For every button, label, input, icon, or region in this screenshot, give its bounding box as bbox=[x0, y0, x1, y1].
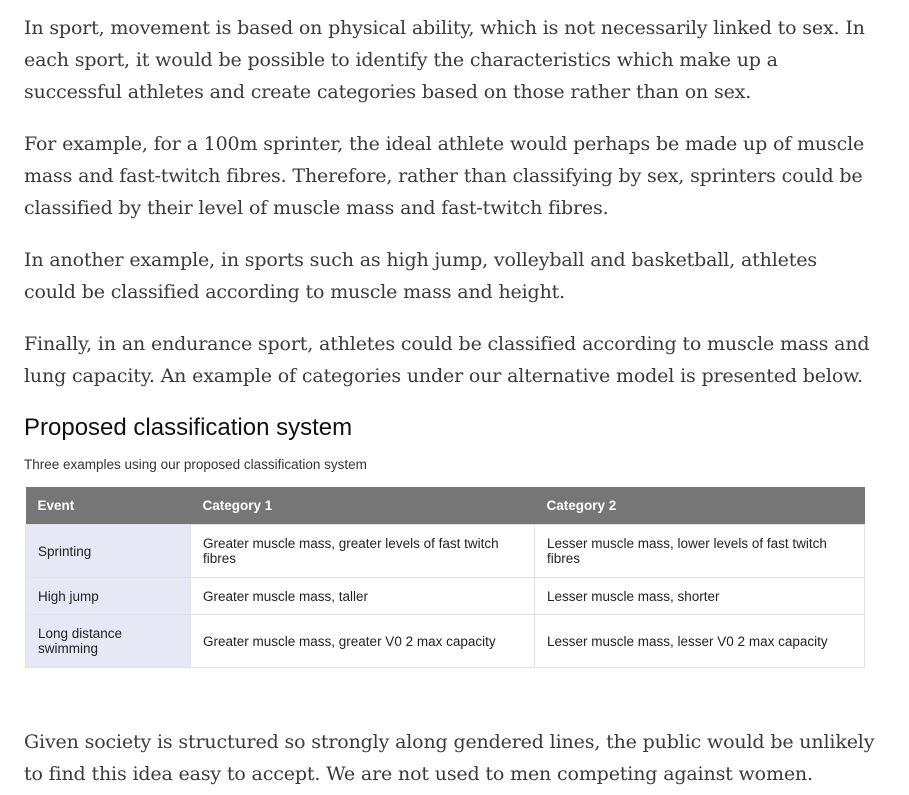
paragraph-3: In another example, in sports such as high jump, volleyball and basketball, athletes could be classified according to muscle mass and height. bbox=[24, 249, 817, 303]
table-header-row bbox=[26, 487, 865, 525]
closing-paragraph: Given society is structured so strongly along gendered lines, the public would be unlikely to find this idea easy to accept. We are not used to men competing against women. bbox=[24, 731, 875, 785]
table-row bbox=[26, 578, 865, 615]
header-event: Event bbox=[26, 487, 191, 525]
article-body bbox=[24, 12, 874, 412]
header-category-1: Category 1 bbox=[191, 487, 535, 525]
table-caption: Three examples using our proposed classification system bbox=[24, 457, 367, 472]
cell-category-2: Lesser muscle mass, shorter bbox=[535, 578, 865, 615]
paragraph-4: Finally, in an endurance sport, athletes could be classified according to muscle mass and lung capacity. An example of categories under our alternative model is presented below. bbox=[24, 333, 870, 387]
cell-category-1: Greater muscle mass, greater levels of fast twitch fibres bbox=[191, 525, 535, 578]
table-row bbox=[26, 615, 865, 668]
section-title: Proposed classification system bbox=[24, 414, 353, 441]
paragraph-1: In sport, movement is based on physical ability, which is not necessarily linked to sex. In each sport, it would be possible to identify the characteristics which make up a successful athletes and create categories based on those rather than on sex. bbox=[24, 17, 865, 103]
cell-event: High jump bbox=[26, 578, 191, 615]
header-category-2: Category 2 bbox=[535, 487, 865, 525]
cell-category-2: Lesser muscle mass, lesser V0 2 max capacity bbox=[535, 615, 865, 668]
paragraph-2: For example, for a 100m sprinter, the ideal athlete would perhaps be made up of muscle mass and fast-twitch fibres. Therefore, rather than classifying by sex, sprinters could be classified by their level of muscle mass and fast-twitch fibres. bbox=[24, 133, 865, 219]
cell-event: Sprinting bbox=[26, 525, 191, 578]
cell-category-1: Greater muscle mass, greater V0 2 max capacity bbox=[191, 615, 535, 668]
cell-event: Long distance swimming bbox=[26, 615, 191, 668]
cell-category-2: Lesser muscle mass, lower levels of fast twitch fibres bbox=[535, 525, 865, 578]
cell-category-1: Greater muscle mass, taller bbox=[191, 578, 535, 615]
table-row bbox=[26, 525, 865, 578]
classification-table bbox=[25, 487, 865, 668]
